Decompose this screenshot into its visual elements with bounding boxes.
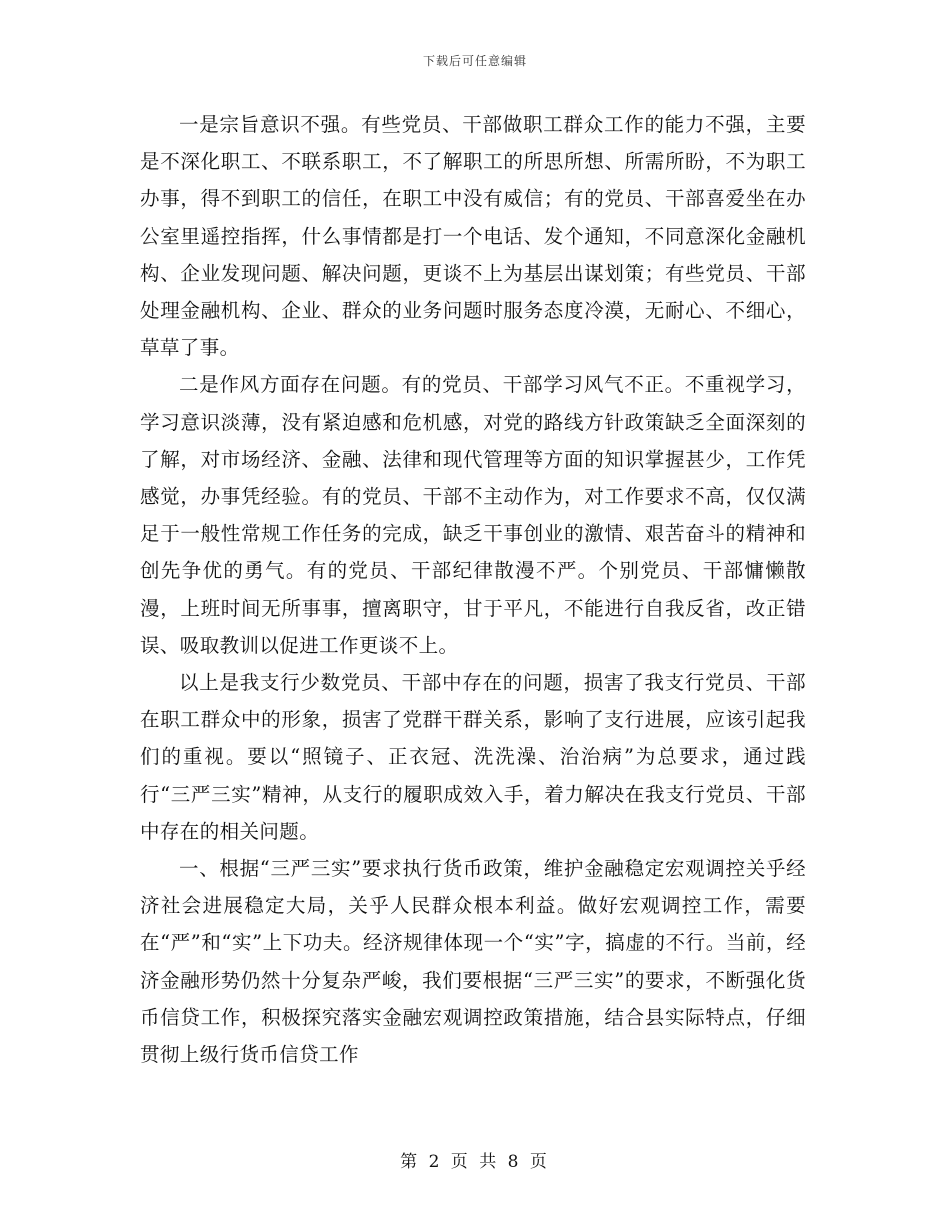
paragraph-4: 一、根据“三严三实”要求执行货币政策，维护金融稳定宏观调控关乎经济社会进展稳定大局，关乎人民群众根本利益。做好宏观调控工作，需要在“严”和“实”上下功夫。经济规律体现一个“实”字，搞虚的不行。当前，经济金融形势仍然十分复杂严峻，我们要根据“三严三实”的要求，不断强化货币信贷工作，积极探究落实金融宏观调控政策措施，结合县实际特点，仔细贯彻上级行货币信贷工作	[140, 857, 806, 1067]
document-body	[140, 106, 806, 1073]
page-number-footer: 第 2 页 共 8 页	[400, 1152, 550, 1172]
page-header: 下载后可任意编辑	[422, 54, 527, 68]
paragraph-3: 以上是我支行少数党员、干部中存在的问题，损害了我支行党员、干部在职工群众中的形象，损害了党群干群关系，影响了支行进展，应该引起我们的重视。要以“照镜子、正衣冠、洗洗澡、治治病”为总要求，通过践行“三严三实”精神，从支行的履职成效入手，着力解决在我支行党员、干部中存在的相关问题。	[140, 671, 806, 843]
paragraph-1: 一是宗旨意识不强。有些党员、干部做职工群众工作的能力不强，主要是不深化职工、不联系职工，不了解职工的所思所想、所需所盼，不为职工办事，得不到职工的信任，在职工中没有威信；有的党员、干部喜爱坐在办公室里遥控指挥，什么事情都是打一个电话、发个通知，不同意深化金融机构、企业发现问题、解决问题，更谈不上为基层出谋划策；有些党员、干部处理金融机构、企业、群众的业务问题时服务态度冷漠，无耐心、不细心，草草了事。	[140, 113, 806, 360]
paragraph-2: 二是作风方面存在问题。有的党员、干部学习风气不正。不重视学习，学习意识淡薄，没有紧迫感和危机感，对党的路线方针政策缺乏全面深刻的了解，对市场经济、金融、法律和现代管理等方面的知识掌握甚少，工作凭感觉，办事凭经验。有的党员、干部不主动作为，对工作要求不高，仅仅满足于一般性常规工作任务的完成，缺乏干事创业的激情、艰苦奋斗的精神和创先争优的勇气。有的党员、干部纪律散漫不严。个别党员、干部慵懒散漫，上班时间无所事事，擅离职守，甘于平凡，不能进行自我反省，改正错误、吸取教训以促进工作更谈不上。	[140, 373, 806, 657]
